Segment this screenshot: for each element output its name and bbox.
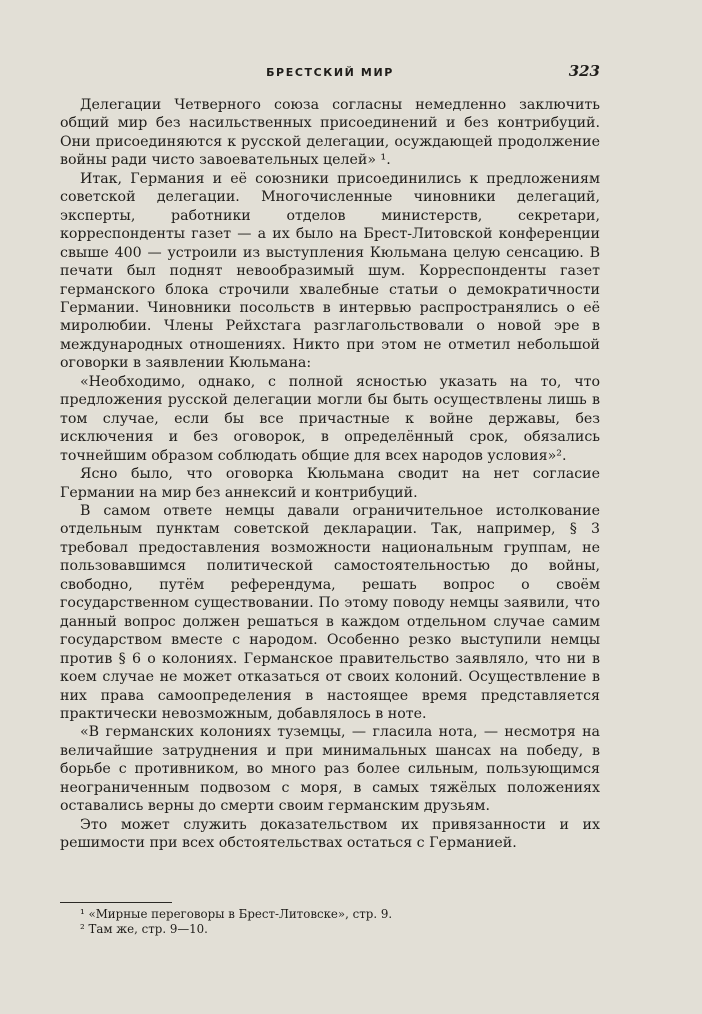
paragraph: Итак, Германия и её союзники присоединились к предложениям советской делегации. Многочисленные чиновники делегаций, эксперты, работники отделов министерств, секретари, корреспонденты газет — а их было на Брест-Литовской конференции свыше 400 — устроили из выступления Кюльмана целую сенсацию. В печати был поднят невообразимый шум. Корреспонденты газет германского блока строчили хвалебные статьи о демократичности Германии. Чиновники посольств в интервью распространялись о её миролюбии. Члены Рейхстага разглагольствовали о новой эре в международных отношениях. Никто при этом не отметил небольшой оговорки в заявлении Кюльмана:	[60, 170, 600, 372]
paragraph: «Необходимо, однако, с полной ясностью указать на то, что предложения русской делегации могли бы быть осуществлены лишь в том случае, если бы все причастные к войне державы, без исключения и без оговорок, в определённый срок, обязались точнейшим образом соблюдать общие для всех народов условия»².	[60, 373, 600, 464]
paragraph: Ясно было, что оговорка Кюльмана сводит на нет согласие Германии на мир без аннексий и контрибуций.	[60, 466, 600, 501]
page-number: 323	[568, 62, 600, 80]
paragraph: В самом ответе немцы давали ограничительное истолкование отдельным пунктам советской декларации. Так, например, § 3 требовал предоставления возможности национальным группам, не пользовавшимся политической самостоятельностью до войны, свободно, путём референдума, решать вопрос о своём государственном существовании. По этому поводу немцы заявили, что данный вопрос должен решаться в каждом отдельном случае самим государством вместе с народом. Особенно резко выступили немцы против § 6 о колониях. Германское правительство заявляло, что ни в коем случае не может отказаться от своих колоний. Осуществление в них права самоопределения в настоящее время представляется практически невозможным, добавлялось в ноте.	[60, 502, 600, 722]
footnotes	[60, 907, 600, 937]
paragraph: «В германских колониях туземцы, — гласила нота, — несмотря на величайшие затруднения и при минимальных шансах на победу, в борьбе с противником, во много раз более сильным, пользующимся неограниченным подвозом с моря, в самых тяжёлых положениях оставались верны до смерти своим германским друзьям.	[60, 724, 600, 815]
paragraph: Делегации Четверного союза согласны немедленно заключить общий мир без насильственных присоединений и без контрибуций. Они присоединяются к русской делегации, осуждающей продолжение войны ради чисто завоевательных целей» ¹.	[60, 97, 600, 169]
page-header	[60, 64, 600, 86]
running-title: БРЕСТСКИЙ МИР	[266, 66, 394, 79]
paragraph: Это может служить доказательством их привязанности и их решимости при всех обстоятельствах остаться с Германией.	[60, 816, 600, 852]
footnote-divider	[60, 902, 172, 903]
footnote: ¹ «Мирные переговоры в Брест-Литовске», стр. 9.	[80, 907, 393, 921]
footnote: ² Там же, стр. 9—10.	[80, 922, 208, 936]
main-text	[60, 96, 600, 853]
